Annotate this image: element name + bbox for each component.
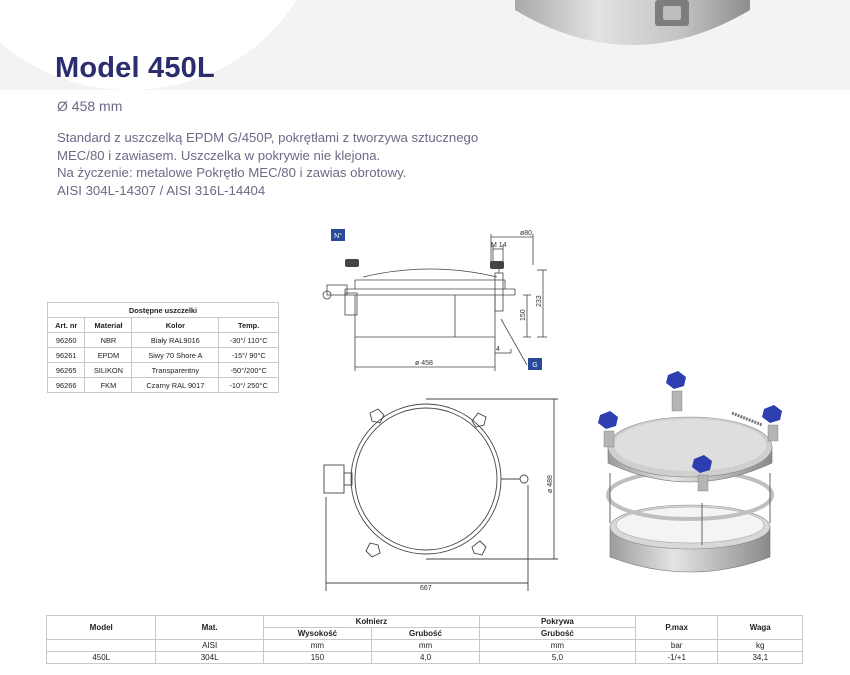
table-cell: 96266 — [48, 378, 85, 393]
exploded-product-illustration — [590, 365, 805, 577]
dim-h233: 233 — [536, 295, 543, 307]
table-cell: Biały RAL9016 — [132, 333, 219, 348]
spec-header-material: Mat. — [156, 616, 263, 640]
description-line: Na życzenie: metalowe Pokrętło MEC/80 i zawias obrotowy. — [57, 165, 407, 180]
table-cell: Transparentny — [132, 363, 219, 378]
table-row — [48, 348, 279, 363]
spec-value: 150 — [263, 652, 371, 664]
knob — [598, 411, 618, 429]
page-title: Model 450L — [55, 52, 215, 84]
table-cell: 96261 — [48, 348, 85, 363]
spec-group-flange: Kołnierz — [263, 616, 479, 628]
table-row — [48, 363, 279, 378]
spec-unit — [47, 640, 156, 652]
table-cell: 96260 — [48, 333, 85, 348]
table-row — [48, 378, 279, 393]
spec-header-height: Wysokość — [263, 628, 371, 640]
table-cell: -50°/200°C — [219, 363, 279, 378]
spec-value: 304L — [156, 652, 263, 664]
dim-t4: 4 — [496, 346, 500, 353]
spec-group-cover: Pokrywa — [479, 616, 635, 628]
spec-unit: mm — [479, 640, 635, 652]
seals-header-color: Kolor — [132, 318, 219, 333]
hero-product-photo — [515, 0, 750, 55]
spec-unit: mm — [372, 640, 480, 652]
spec-value: 450L — [47, 652, 156, 664]
table-cell: Czarny RAL 9017 — [132, 378, 219, 393]
side-view-drawing — [315, 225, 555, 375]
seals-header-art: Art. nr — [48, 318, 85, 333]
table-row — [48, 333, 279, 348]
dim-w667: 667 — [420, 585, 432, 592]
spec-unit: mm — [263, 640, 371, 652]
knob — [762, 405, 782, 423]
model-diameter: Ø 458 mm — [57, 98, 123, 114]
table-cell: SILIKON — [85, 363, 132, 378]
spec-header-model: Model — [47, 616, 156, 640]
dim-w458: ø 458 — [415, 360, 433, 367]
knob — [666, 371, 686, 389]
n-marker-label: N° — [334, 233, 342, 240]
spec-header-cover-thickness: Grubość — [479, 628, 635, 640]
table-row — [47, 640, 803, 652]
description-line: AISI 304L-14307 / AISI 316L-14404 — [57, 182, 266, 198]
spec-unit: kg — [718, 640, 803, 652]
table-row — [47, 652, 803, 664]
spec-value: 5,0 — [479, 652, 635, 664]
table-cell: NBR — [85, 333, 132, 348]
spec-unit: bar — [635, 640, 718, 652]
seals-header-material: Materiał — [85, 318, 132, 333]
spec-unit: AISI — [156, 640, 263, 652]
dim-d488: ø 488 — [547, 475, 554, 493]
spec-table — [46, 615, 803, 664]
table-cell: -30°/ 110°C — [219, 333, 279, 348]
dim-h150: 150 — [520, 309, 527, 321]
dim-m14: M 14 — [491, 242, 507, 249]
spec-value: 34,1 — [718, 652, 803, 664]
spec-header-pmax: P.max — [635, 616, 718, 640]
dim-d80: ø80 — [520, 230, 533, 237]
g-marker-label: G — [532, 362, 538, 369]
spec-header-flange-thickness: Grubość — [372, 628, 480, 640]
seals-table — [47, 302, 279, 393]
spec-value: -1/+1 — [635, 652, 718, 664]
table-cell: Siwy 70 Shore A — [132, 348, 219, 363]
seals-table-caption: Dostępne uszczelki — [48, 303, 279, 318]
table-cell: -15°/ 90°C — [219, 348, 279, 363]
table-cell: 96265 — [48, 363, 85, 378]
table-cell: EPDM — [85, 348, 132, 363]
table-cell: -10°/ 250°C — [219, 378, 279, 393]
product-description — [57, 129, 478, 199]
description-line: MEC/80 i zawiasem. Uszczelka w pokrywie nie klejona. — [57, 147, 381, 163]
spec-header-weight: Waga — [718, 616, 803, 640]
description-line: Standard z uszczelką EPDM G/450P, pokrętłami z tworzywa sztucznego — [57, 130, 479, 145]
top-view-drawing — [318, 393, 563, 593]
table-cell: FKM — [85, 378, 132, 393]
spec-value: 4,0 — [372, 652, 480, 664]
seals-header-temp: Temp. — [219, 318, 279, 333]
